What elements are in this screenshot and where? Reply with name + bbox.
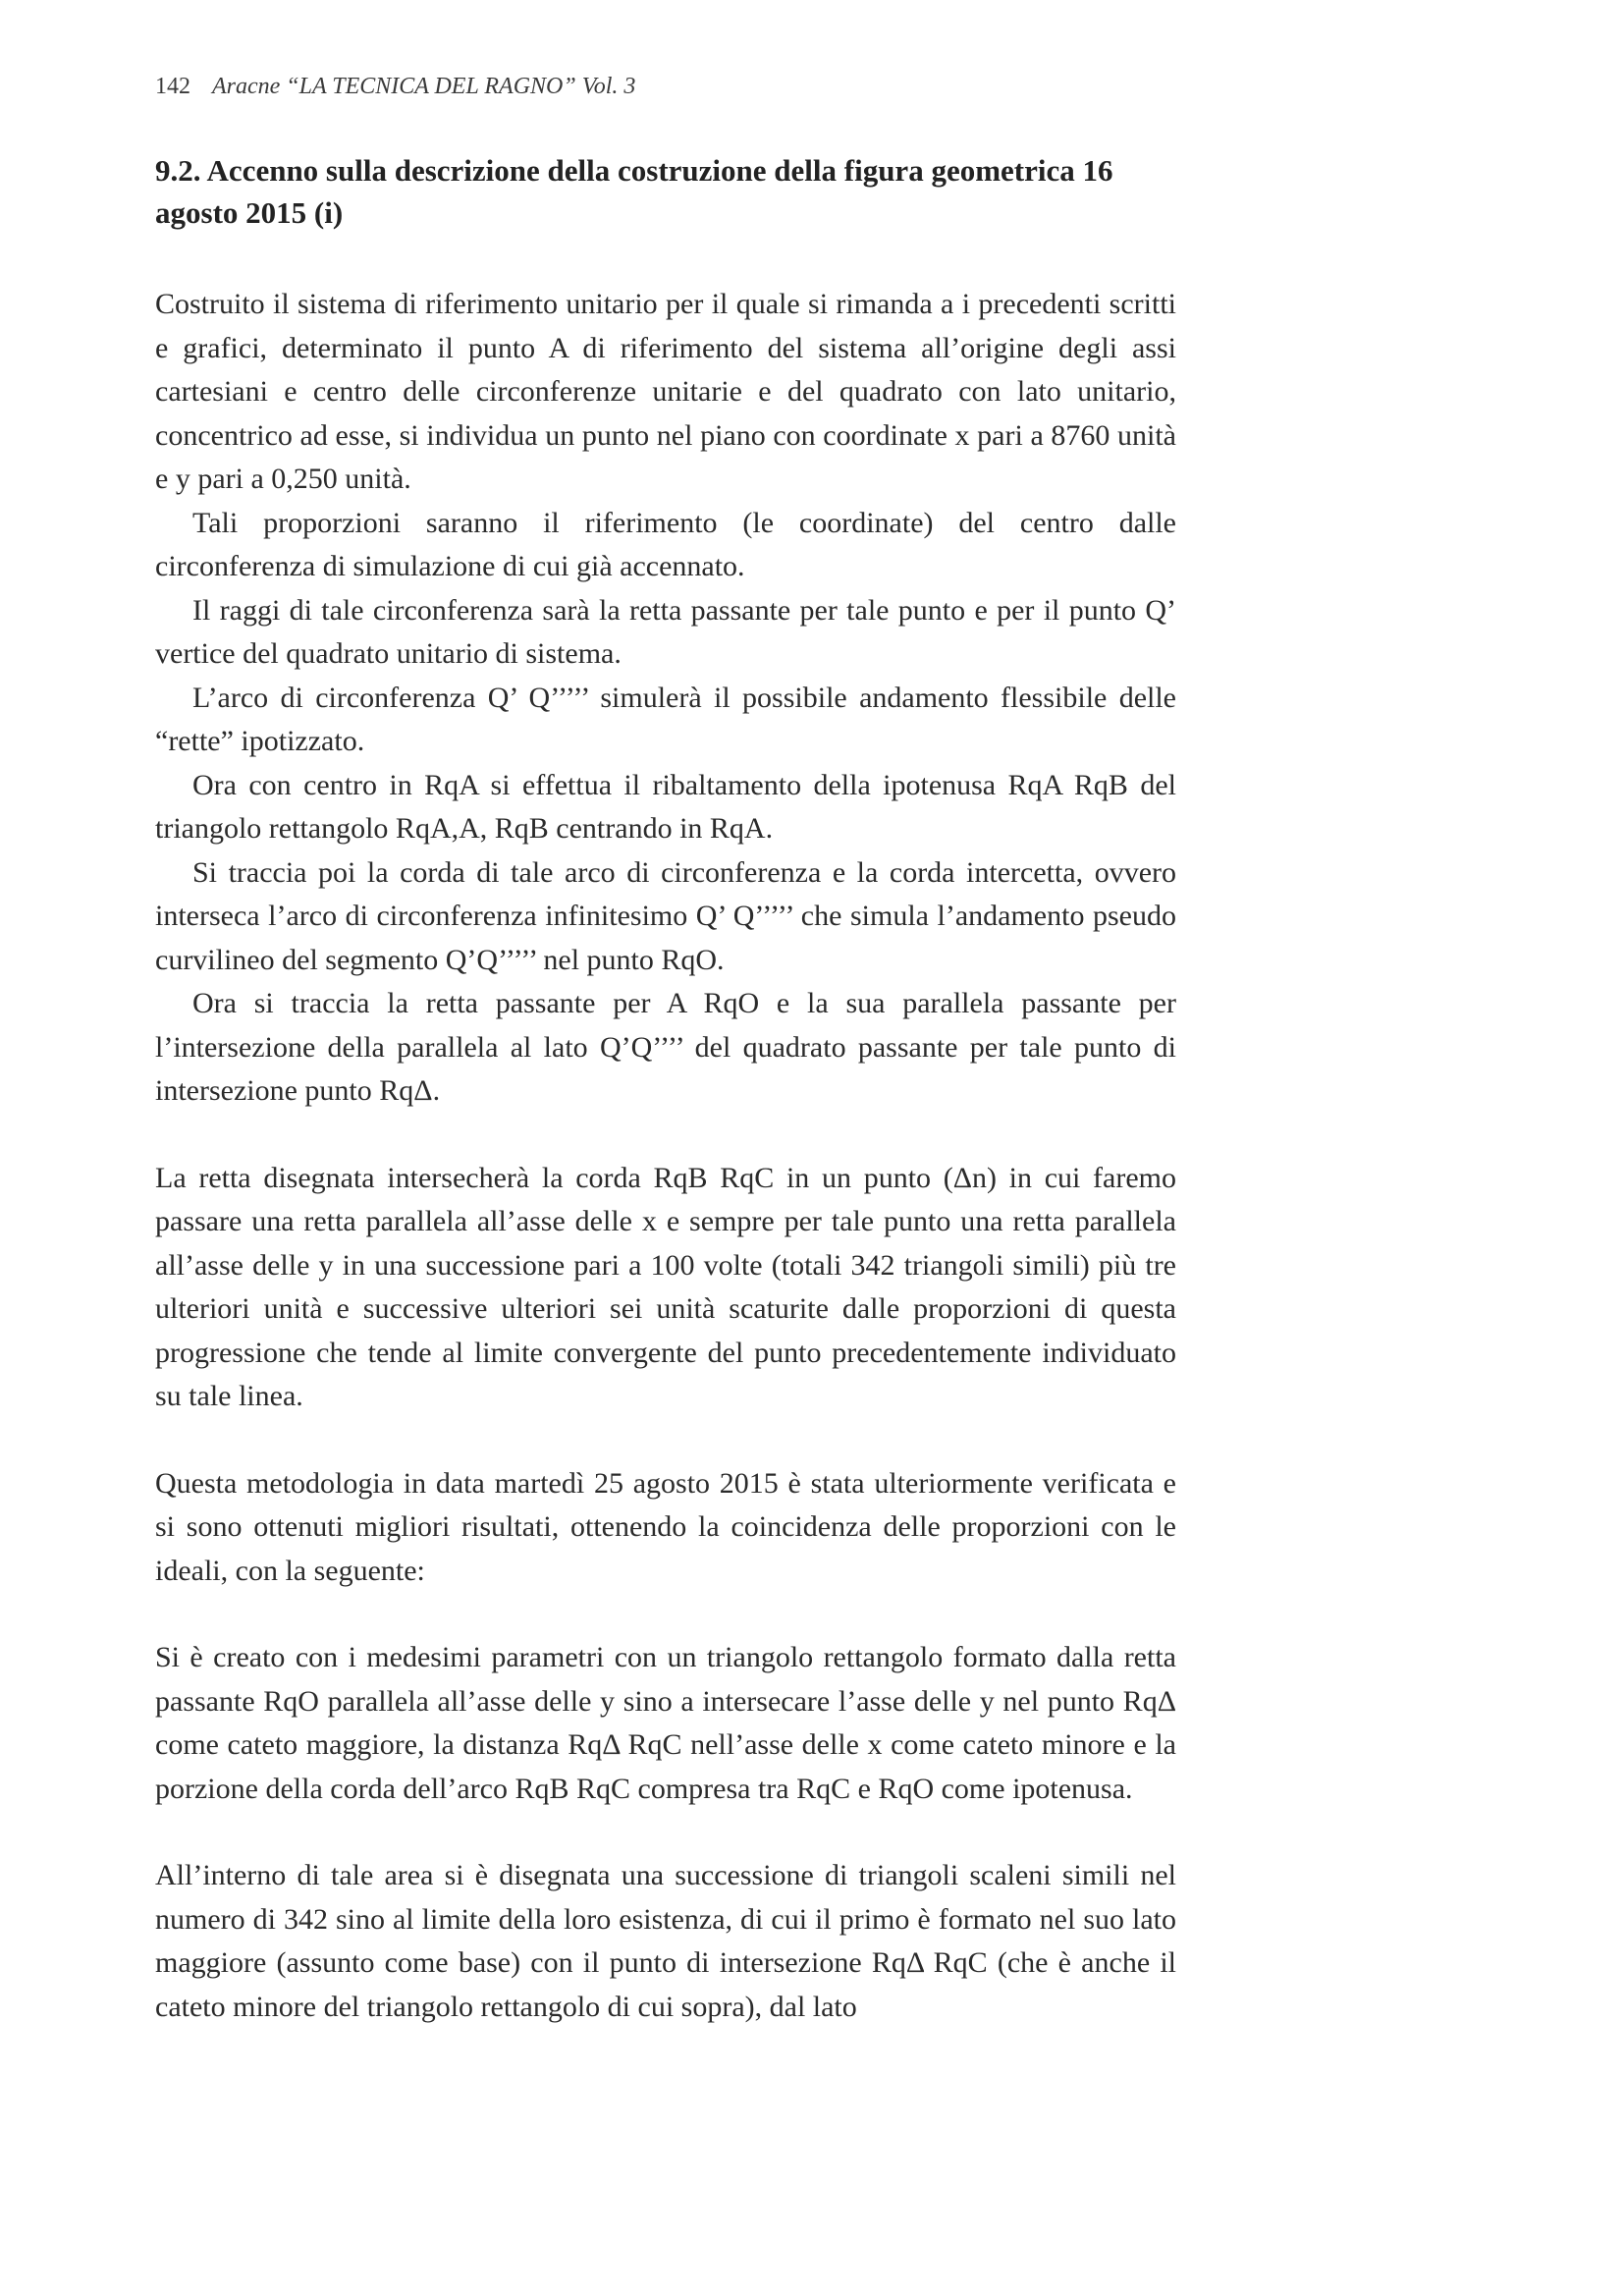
paragraph-9: Questa metodologia in data martedì 25 agosto 2015 è stata ulteriormente verificata e si sono ottenuti migliori risultati, ottenendo la coincidenza delle proporzioni con le ideali, con la seguente: xyxy=(155,1466,1176,1587)
book-page xyxy=(155,69,1176,2029)
paragraph-3: Il raggi di tale circonferenza sarà la retta passante per tale punto e per il punto Q’ vertice del quadrato unitario di sistema. xyxy=(155,593,1176,670)
running-header-title: Aracne “LA TECNICA DEL RAGNO” Vol. 3 xyxy=(212,74,636,99)
section-title: 9.2. Accenno sulla descrizione della costruzione della figura geometrica 16 agosto 2015 (i) xyxy=(155,153,1113,230)
paragraph-1: Costruito il sistema di riferimento unitario per il quale si rimanda a i precedenti scritti e grafici, determinato il punto A di riferimento del sistema all’origine degli assi cartesiani e centro delle circonferenze unitarie e del quadrato con lato unitario, concentrico ad esse, si individua un punto nel piano con coordinate x pari a 8760 unità e y pari a 0,250 unità. xyxy=(155,288,1176,495)
paragraph-8: La retta disegnata intersecherà la corda RqB RqC in un punto (Δn) in cui faremo passare una retta parallela all’asse delle x e sempre per tale punto una retta parallela all’asse delle y in una successione pari a 100 volte (totali 342 triangoli simili) più tre ulteriori unità e successive ulteriori sei unità scaturite dalle proporzioni di questa progressione che tende al limite convergente del punto precedentemente individuato su tale linea. xyxy=(155,1161,1176,1412)
paragraph-2: Tali proporzioni saranno il riferimento (le coordinate) del centro dalle circonferenza di simulazione di cui già accennato. xyxy=(155,506,1176,582)
body-text xyxy=(155,283,1176,2029)
paragraph-7: Ora si traccia la retta passante per A RqO e la sua parallela passante per l’intersezione della parallela al lato Q’Q’’’’ del quadrato passante per tale punto di intersezione punto RqΔ. xyxy=(155,987,1176,1107)
page-number: 142 xyxy=(155,74,190,99)
paragraph-4: L’arco di circonferenza Q’ Q’’’’’ simulerà il possibile andamento flessibile delle “rette” ipotizzato. xyxy=(155,681,1176,757)
paragraph-5: Ora con centro in RqA si effettua il ribaltamento della ipotenusa RqA RqB del triangolo rettangolo RqA,A, RqB centrando in RqA. xyxy=(155,768,1176,845)
running-header xyxy=(155,69,1176,104)
paragraph-11: All’interno di tale area si è disegnata una successione di triangoli scaleni simili nel numero di 342 sino al limite della loro esistenza, di cui il primo è formato nel suo lato maggiore (assunto come base) con il punto di intersezione RqΔ RqC (che è anche il cateto minore del triangolo rettangolo di cui sopra), dal lato xyxy=(155,1859,1176,2023)
paragraph-10: Si è creato con i medesimi parametri con un triangolo rettangolo formato dalla retta passante RqO parallela all’asse delle y sino a intersecare l’asse delle y nel punto RqΔ come cateto maggiore, la distanza RqΔ RqC nell’asse delle x come cateto minore e la porzione della corda dell’arco RqB RqC compresa tra RqC e RqO come ipotenusa. xyxy=(155,1641,1176,1805)
paragraph-6: Si traccia poi la corda di tale arco di circonferenza e la corda intercetta, ovvero interseca l’arco di circonferenza infinitesimo Q’ Q’’’’’ che simula l’andamento pseudo curvilineo del segmento Q’Q’’’’’ nel punto RqO. xyxy=(155,855,1176,976)
